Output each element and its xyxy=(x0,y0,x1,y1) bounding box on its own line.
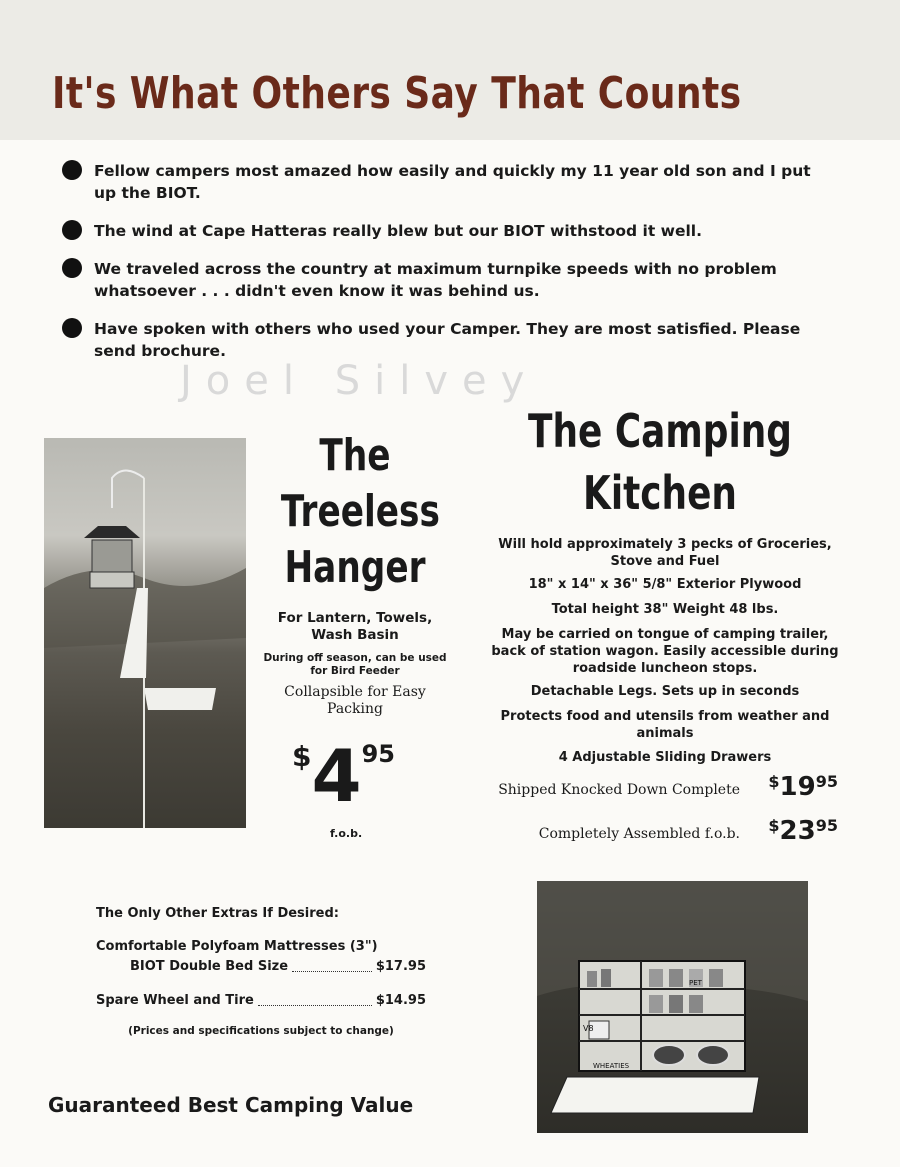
extras-title: The Only Other Extras If Desired: xyxy=(96,906,339,921)
hanger-photo-illustration xyxy=(44,438,246,828)
testimonial-text: Fellow campers most amazed how easily and quickly my 11 year old son and I put up the BIOT. xyxy=(94,162,811,202)
bullet-icon xyxy=(62,258,82,278)
assembled-label: Completely Assembled f.o.b. xyxy=(538,826,740,842)
mattress-heading: Comfortable Polyfoam Mattresses (3") xyxy=(96,939,378,954)
kitchen-photo-illustration xyxy=(537,881,808,1133)
kitchen-spec: Detachable Legs. Sets up in seconds xyxy=(530,684,800,699)
knocked-down-price-row xyxy=(480,772,840,806)
spare-wheel-row: Spare Wheel and Tire $14.95 xyxy=(96,993,426,1008)
bullet-icon xyxy=(62,160,82,180)
hanger-collapsible: Collapsible for Easy Packing xyxy=(284,684,426,717)
can-label: PET xyxy=(689,979,702,987)
bullet-icon xyxy=(62,220,82,240)
bullet-icon xyxy=(62,318,82,338)
testimonial-text: The wind at Cape Hatteras really blew but our BIOT withstood it well. xyxy=(94,222,702,240)
kitchen-spec: Will hold approximately 3 pecks of Groceries, Stove and Fuel xyxy=(498,537,832,569)
can-label: V8 xyxy=(583,1024,594,1033)
knocked-down-price: $1995 xyxy=(768,772,838,802)
testimonial-item xyxy=(62,160,822,204)
camping-kitchen-title: The Camping Kitchen xyxy=(527,404,792,520)
treeless-hanger-title: The Treeless Hanger xyxy=(280,430,440,593)
extras-section xyxy=(96,906,426,1037)
assembled-price-row xyxy=(480,816,840,850)
testimonial-list xyxy=(62,160,822,378)
testimonial-item xyxy=(62,220,822,242)
hanger-price: $495 xyxy=(292,734,395,818)
knocked-down-label: Shipped Knocked Down Complete xyxy=(498,782,740,798)
page-headline: It's What Others Say That Counts xyxy=(52,68,742,119)
testimonial-text: Have spoken with others who used your Camper. They are most satisfied. Please send brochure. xyxy=(94,320,801,360)
kitchen-spec: 4 Adjustable Sliding Drawers xyxy=(558,750,772,765)
testimonial-item xyxy=(62,258,822,302)
kitchen-spec: Total height 38" Weight 48 lbs. xyxy=(551,602,779,617)
kitchen-spec: May be carried on tongue of camping trailer, back of station wagon. Easily accessible during roadside luncheon stops. xyxy=(491,627,839,676)
kitchen-spec: 18" x 14" x 36" 5/8" Exterior Plywood xyxy=(528,577,802,592)
kitchen-spec: Protects food and utensils from weather and animals xyxy=(500,709,830,741)
hanger-off-season: During off season, can be used for Bird Feeder xyxy=(263,652,447,677)
mattress-row: BIOT Double Bed Size $17.95 xyxy=(130,959,426,974)
can-label: WHEATIES xyxy=(593,1062,630,1070)
kitchen-photo xyxy=(537,881,808,1133)
testimonial-item xyxy=(62,318,822,362)
hanger-fob: f.o.b. xyxy=(330,827,363,840)
testimonial-text: We traveled across the country at maximum turnpike speeds with no problem whatsoever . . . didn't even know it was behind us. xyxy=(94,260,777,300)
watermark: Joel Silvey xyxy=(180,358,539,404)
prices-note: (Prices and specifications subject to change) xyxy=(128,1025,394,1037)
hanger-photo xyxy=(44,438,246,828)
guarantee-tagline: Guaranteed Best Camping Value xyxy=(48,1093,414,1117)
hanger-uses: For Lantern, Towels, Wash Basin xyxy=(277,610,433,643)
assembled-price: $2395 xyxy=(768,816,838,846)
